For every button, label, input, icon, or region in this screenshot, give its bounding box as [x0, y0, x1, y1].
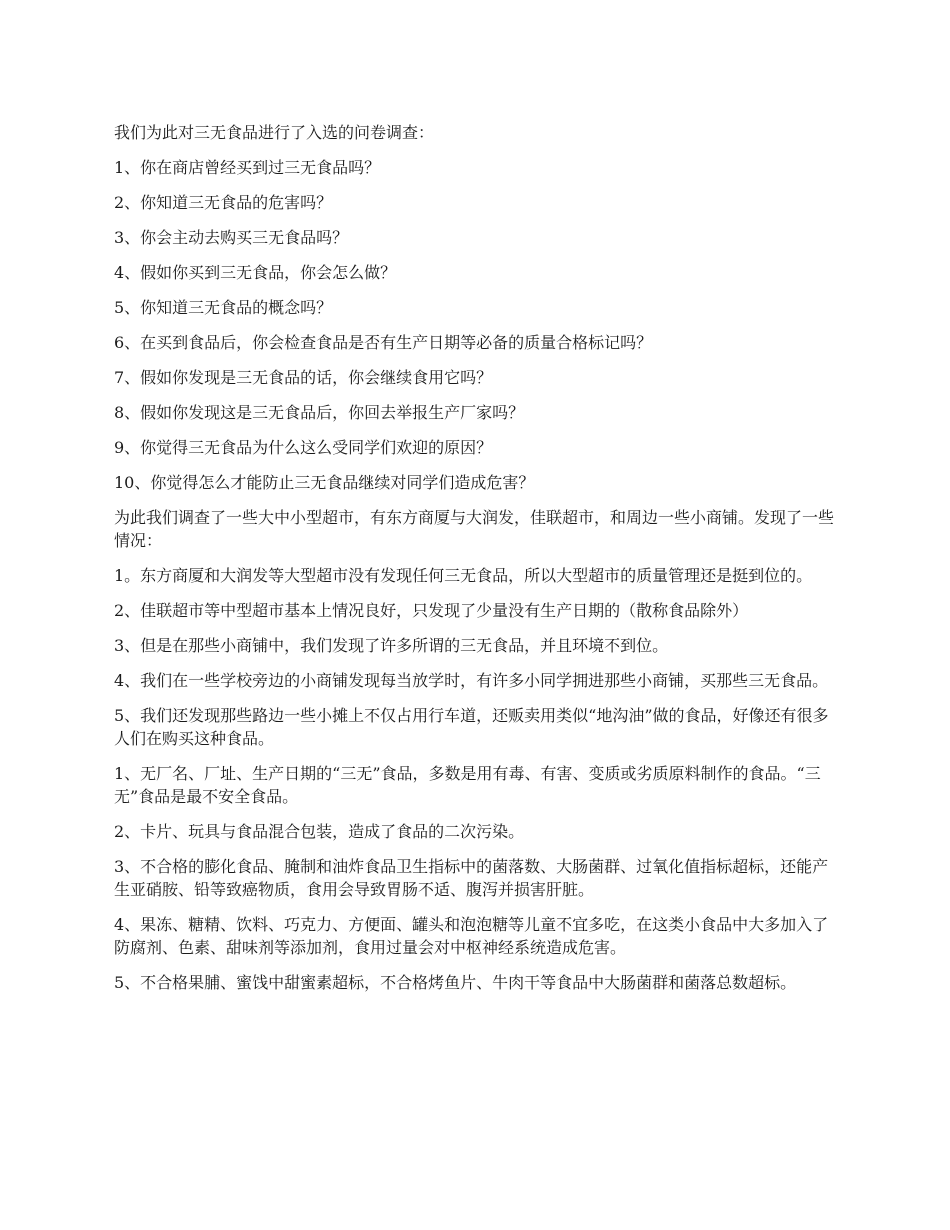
question-item: 6、在买到食品后，你会检查食品是否有生产日期等必备的质量合格标记吗？	[114, 333, 653, 352]
hazard-item: 3、不合格的膨化食品、腌制和油炸食品卫生指标中的菌落数、大肠菌群、过氧化值指标超标，还能产生亚硝胺、铅等致癌物质，食用会导致胃肠不适、腹泻并损害肝脏。	[114, 857, 829, 899]
question-item: 2、你知道三无食品的危害吗？	[114, 193, 333, 212]
hazard-item: 1、无厂名、厂址、生产日期的“三无”食品，多数是用有毒、有害、变质或劣质原料制作的食品。“三无”食品是最不安全食品。	[114, 764, 821, 806]
finding-item: 1。东方商厦和大润发等大型超市没有发现任何三无食品，所以大型超市的质量管理还是挺到位的。	[114, 566, 813, 585]
finding-item: 5、我们还发现那些路边一些小摊上不仅占用行车道，还贩卖用类似“地沟油”做的食品，好像还有很多人们在购买这种食品。	[114, 706, 829, 748]
question-item: 4、假如你买到三无食品，你会怎么做？	[114, 263, 397, 282]
question-item: 5、你知道三无食品的概念吗？	[114, 298, 333, 317]
finding-item: 3、但是在那些小商铺中，我们发现了许多所谓的三无食品，并且环境不到位。	[114, 636, 669, 655]
question-item: 9、你觉得三无食品为什么这么受同学们欢迎的原因？	[114, 438, 493, 457]
hazard-item: 4、果冻、糖精、饮料、巧克力、方便面、罐头和泡泡糖等儿童不宜多吃，在这类小食品中大多加入了防腐剂、色素、甜味剂等添加剂，食用过量会对中枢神经系统造成危害。	[114, 915, 829, 957]
hazard-item: 2、卡片、玩具与食品混合包装，造成了食品的二次污染。	[114, 822, 525, 841]
question-item: 3、你会主动去购买三无食品吗？	[114, 228, 349, 247]
finding-item: 4、我们在一些学校旁边的小商铺发现每当放学时，有许多小同学拥进那些小商铺，买那些三无食品。	[114, 671, 829, 690]
document-body	[114, 121, 834, 1006]
question-item: 1、你在商店曾经买到过三无食品吗？	[114, 158, 381, 177]
survey-intro-text: 我们为此对三无食品进行了入选的问卷调查：	[114, 123, 435, 142]
finding-item: 2、佳联超市等中型超市基本上情况良好，只发现了少量没有生产日期的（散称食品除外）	[114, 601, 749, 620]
investigation-intro-text: 为此我们调查了一些大中小型超市，有东方商厦与大润发，佳联超市，和周边一些小商铺。发现了一些情况：	[114, 508, 835, 550]
question-item: 7、假如你发现是三无食品的话，你会继续食用它吗？	[114, 368, 493, 387]
hazard-item: 5、不合格果脯、蜜饯中甜蜜素超标，不合格烤鱼片、牛肉干等食品中大肠菌群和菌落总数超标。	[114, 973, 797, 992]
question-item: 10、你觉得怎么才能防止三无食品继续对同学们造成危害？	[114, 473, 535, 492]
question-item: 8、假如你发现这是三无食品后，你回去举报生产厂家吗？	[114, 403, 525, 422]
